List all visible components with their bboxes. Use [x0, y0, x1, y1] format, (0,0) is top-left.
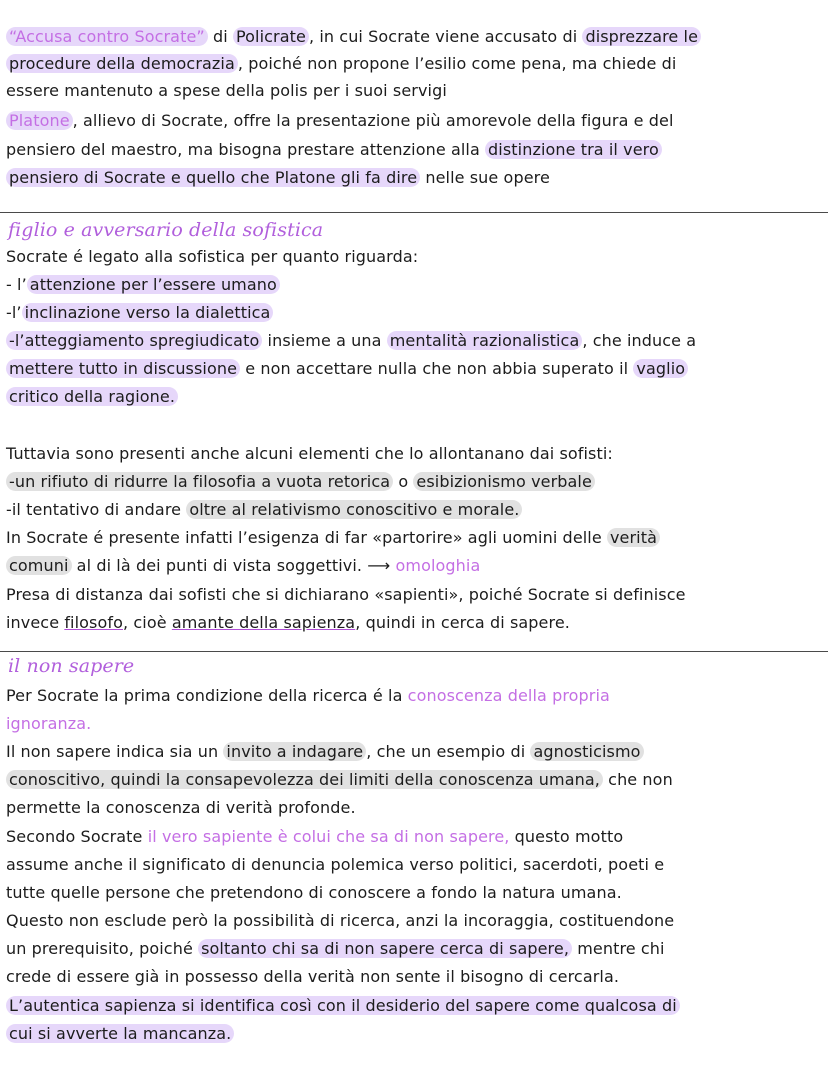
pink-line: ignoranza.	[6, 714, 92, 733]
paragraph-line	[6, 612, 570, 636]
paragraph-line: Tuttavia sono presenti anche alcuni elementi che lo allontanano dai sofisti:	[6, 444, 613, 463]
list-item	[6, 499, 522, 523]
paragraph-line	[6, 167, 550, 191]
text: - l’	[6, 275, 27, 294]
text: e non accettare nulla che non abbia superato il	[240, 359, 634, 378]
text: , che induce a	[582, 331, 697, 350]
arrow-icon: ⟶	[367, 556, 391, 575]
paragraph-line	[6, 527, 660, 551]
text: , in cui Socrate viene accusato di	[308, 27, 583, 46]
paragraph-line: tutte quelle persone che pretendono di conoscere a fondo la natura umana.	[6, 883, 622, 902]
text: Per Socrate la prima condizione della ricerca é la	[6, 686, 408, 705]
paragraph-line: Questo non esclude però la possibilità di ricerca, anzi la incoraggia, costituendone	[6, 911, 675, 930]
highlight: inclinazione verso la dialettica	[22, 303, 274, 322]
text: un prerequisito, poiché	[6, 939, 199, 958]
text: , cioè	[123, 613, 172, 632]
highlight: critico della ragione.	[6, 387, 178, 406]
text: questo motto	[509, 827, 624, 846]
text: Secondo Socrate	[6, 827, 148, 846]
text: , allievo di Socrate, offre la presentazione più amorevole della figura e del	[72, 111, 674, 130]
highlight-gray: esibizionismo verbale	[413, 472, 594, 491]
paragraph-line: permette la conoscenza di verità profonde.	[6, 798, 356, 817]
list-item	[6, 274, 280, 298]
platone-highlight: Platone	[6, 111, 73, 130]
highlight: attenzione per l’essere umano	[27, 275, 280, 294]
highlight: soltanto chi sa di non sapere cerca di sapere,	[198, 939, 572, 958]
paragraph-line: crede di essere già in possesso della verità non sente il bisogno di cercarla.	[6, 967, 620, 986]
highlight: -l’atteggiamento spregiudicato	[6, 331, 262, 350]
underlined-term: amante della sapienza	[171, 613, 356, 632]
text: pensiero del maestro, ma bisogna prestare attenzione alla	[6, 140, 486, 159]
text: , poiché non propone l’esilio come pena, ma chiede di	[237, 54, 677, 73]
highlight: distinzione tra il vero	[485, 140, 662, 159]
text: insieme a una	[262, 331, 387, 350]
paragraph-line: Socrate é legato alla sofistica per quanto riguarda:	[6, 247, 419, 266]
text: nelle sue opere	[420, 168, 550, 187]
paragraph-line	[6, 769, 673, 793]
highlight: pensiero di Socrate e quello che Platone gli fa dire	[6, 168, 420, 187]
highlight-gray: -un rifiuto di ridurre la filosofia a vuota retorica	[6, 472, 393, 491]
text: Il non sapere indica sia un	[6, 742, 224, 761]
text: o	[393, 472, 414, 491]
paragraph-line	[6, 938, 665, 962]
section-heading: il non sapere	[8, 655, 135, 677]
highlight: cui si avverte la mancanza.	[6, 1024, 234, 1043]
highlight-gray: agnosticismo	[530, 742, 643, 761]
highlight: mettere tutto in discussione	[6, 359, 240, 378]
paragraph-line	[6, 741, 644, 765]
text: , quindi in cerca di sapere.	[355, 613, 570, 632]
paragraph-line	[6, 555, 480, 579]
section-heading: figlio e avversario della sofistica	[8, 219, 324, 241]
highlight-gray: comuni	[6, 556, 72, 575]
list-item	[6, 471, 595, 495]
paragraph-line	[6, 26, 701, 50]
text: In Socrate é presente infatti l’esigenza di far «partorire» agli uomini delle	[6, 528, 607, 547]
highlight-gray: verità	[607, 528, 660, 547]
text: al di là dei punti di vista soggettivi.	[71, 556, 368, 575]
paragraph-line: assume anche il significato di denuncia polemica verso politici, sacerdoti, poeti e	[6, 855, 665, 874]
section-divider	[0, 651, 828, 652]
paragraph-line: Presa di distanza dai sofisti che si dichiarano «sapienti», poiché Socrate si definisce	[6, 585, 686, 604]
text: essere mantenuto a spese della polis per i suoi servigi	[6, 81, 447, 100]
text: che non	[602, 770, 673, 789]
text: -il tentativo di andare	[6, 500, 187, 519]
omologhia-term: omologhia	[390, 556, 481, 575]
highlight: disprezzare le	[582, 27, 701, 46]
name-highlight: Policrate	[233, 27, 309, 46]
paragraph-line	[6, 110, 674, 134]
text: invece	[6, 613, 65, 632]
paragraph-line	[6, 139, 662, 163]
section-divider	[0, 212, 828, 213]
pink-text: conoscenza della propria	[407, 686, 610, 705]
paragraph-line	[6, 826, 623, 850]
paragraph-line	[6, 80, 447, 104]
paragraph-line	[6, 995, 680, 1019]
highlight: vaglio	[633, 359, 688, 378]
pink-text: il vero sapiente è colui che sa di non sapere,	[147, 827, 510, 846]
paragraph-line	[6, 358, 688, 382]
highlight-gray: oltre al relativismo conoscitivo e morale.	[186, 500, 522, 519]
title-highlight: “Accusa contro Socrate”	[6, 27, 208, 46]
text: mentre chi	[572, 939, 665, 958]
paragraph-line	[6, 53, 676, 77]
paragraph-line	[6, 1023, 234, 1047]
paragraph-line	[6, 386, 178, 410]
highlight: L’autentica sapienza si identifica così con il desiderio del sapere come qualcosa di	[6, 996, 680, 1015]
highlight: procedure della democrazia	[6, 54, 238, 73]
paragraph-line	[6, 685, 610, 709]
highlight-gray: conoscitivo, quindi la consapevolezza dei limiti della conoscenza umana,	[6, 770, 603, 789]
underlined-term: filosofo	[64, 613, 123, 632]
highlight: mentalità razionalistica	[387, 331, 583, 350]
text: di	[207, 27, 233, 46]
list-item	[6, 302, 273, 326]
text: -l’	[6, 303, 22, 322]
list-item	[6, 330, 696, 354]
text: , che un esempio di	[366, 742, 531, 761]
highlight-gray: invito a indagare	[223, 742, 366, 761]
